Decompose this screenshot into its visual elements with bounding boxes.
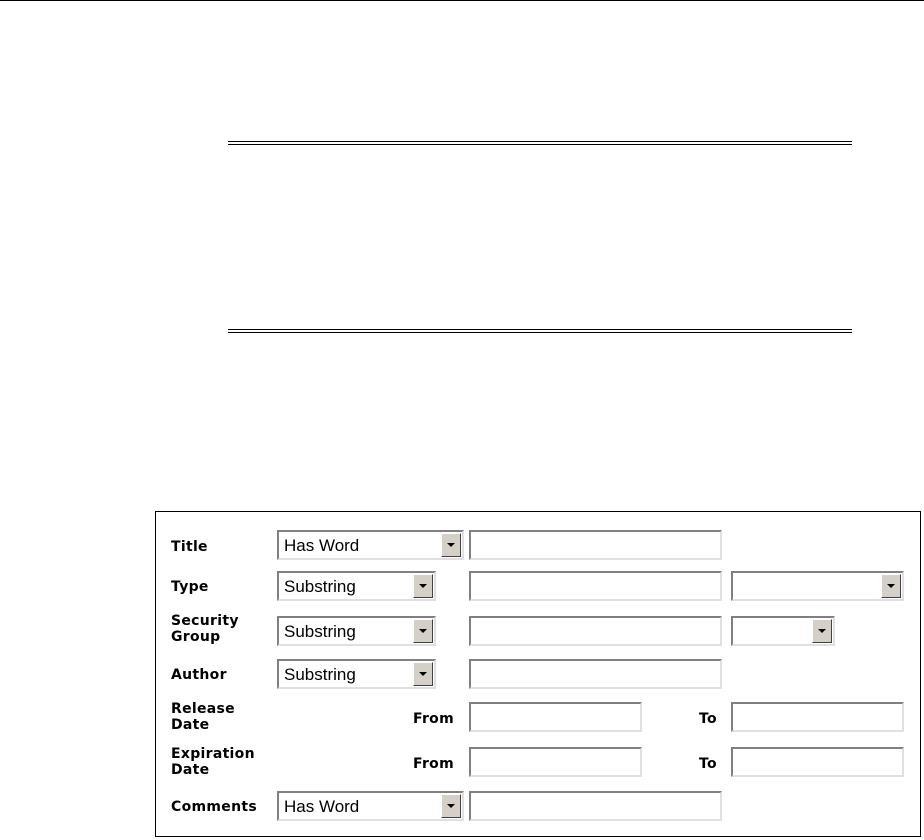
- security-group-label-line2: Group: [171, 629, 221, 645]
- expiration-date-to-input[interactable]: [731, 747, 904, 777]
- author-label: Author: [171, 667, 227, 683]
- search-form-panel: [155, 511, 921, 837]
- author-input[interactable]: [469, 659, 722, 689]
- expiration-to-label: To: [699, 756, 717, 772]
- chevron-down-icon[interactable]: [413, 662, 433, 686]
- release-date-to-input[interactable]: [731, 702, 904, 732]
- security-group-label: [171, 613, 281, 645]
- release-date-label-line2: Date: [171, 717, 210, 733]
- note-bottom-rule: [228, 329, 852, 333]
- note-top-rule: [228, 141, 852, 145]
- release-date-from-input[interactable]: [469, 702, 642, 732]
- release-date-label: [171, 701, 281, 733]
- expiration-date-label-line1: Expiration: [171, 746, 255, 762]
- chevron-down-icon[interactable]: [413, 619, 433, 643]
- security-group-operator-value: Substring: [284, 622, 356, 641]
- expiration-date-label: [171, 746, 281, 778]
- security-group-input[interactable]: [469, 616, 722, 646]
- security-group-operator-select[interactable]: [277, 616, 436, 646]
- comments-label: Comments: [171, 799, 257, 815]
- release-from-label: From: [413, 711, 454, 727]
- chevron-down-icon[interactable]: [881, 574, 901, 598]
- security-group-options-select[interactable]: [731, 616, 835, 646]
- type-input[interactable]: [469, 571, 722, 601]
- title-operator-value: Has Word: [284, 536, 360, 555]
- author-operator-select[interactable]: [277, 659, 436, 689]
- title-input[interactable]: [469, 530, 722, 560]
- security-group-label-line1: Security: [171, 613, 239, 629]
- chevron-down-icon[interactable]: [441, 794, 461, 818]
- type-operator-value: Substring: [284, 577, 356, 596]
- comments-operator-value: Has Word: [284, 797, 360, 816]
- title-label: Title: [171, 539, 208, 555]
- chevron-down-icon[interactable]: [413, 574, 433, 598]
- comments-input[interactable]: [469, 791, 722, 821]
- expiration-date-label-line2: Date: [171, 762, 210, 778]
- author-operator-value: Substring: [284, 665, 356, 684]
- chevron-down-icon[interactable]: [441, 533, 461, 557]
- expiration-from-label: From: [413, 756, 454, 772]
- type-options-select[interactable]: [731, 571, 904, 601]
- release-to-label: To: [699, 711, 717, 727]
- type-operator-select[interactable]: [277, 571, 436, 601]
- type-label: Type: [171, 579, 209, 595]
- expiration-date-from-input[interactable]: [469, 747, 642, 777]
- top-divider: [0, 0, 924, 1]
- release-date-label-line1: Release: [171, 701, 235, 717]
- chevron-down-icon[interactable]: [812, 619, 832, 643]
- title-operator-select[interactable]: [277, 530, 464, 560]
- comments-operator-select[interactable]: [277, 791, 464, 821]
